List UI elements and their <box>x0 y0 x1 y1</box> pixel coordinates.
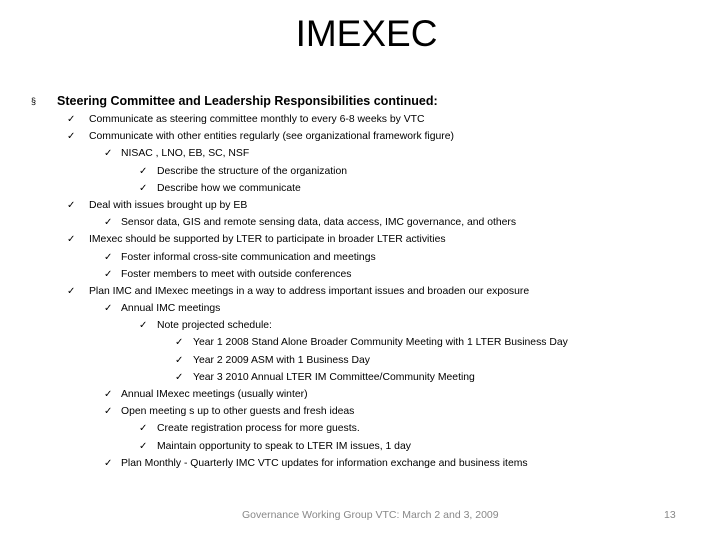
list-item-text: Annual IMC meetings <box>121 303 221 315</box>
list-item <box>0 369 720 386</box>
check-icon: ✓ <box>175 337 184 349</box>
section-bullet: § <box>31 96 37 106</box>
check-icon: ✓ <box>104 389 113 400</box>
check-icon: ✓ <box>67 234 76 246</box>
list-item <box>0 334 720 351</box>
check-icon: ✓ <box>104 303 113 315</box>
list-item-text: Deal with issues brought up by EB <box>89 199 248 211</box>
check-icon: ✓ <box>104 457 113 469</box>
check-icon: ✓ <box>139 182 148 194</box>
list-item <box>0 403 720 420</box>
list-item <box>0 438 720 455</box>
list-item <box>0 300 720 317</box>
list-item-text: Foster members to meet with outside conferences <box>121 268 352 280</box>
list-item-text: Annual IMexec meetings (usually winter) <box>121 389 308 400</box>
list-item-text: Note projected schedule: <box>157 320 272 332</box>
slide-title: IMEXEC <box>295 13 438 54</box>
list-item <box>0 249 720 266</box>
list-item <box>0 420 720 437</box>
check-icon: ✓ <box>104 406 113 418</box>
list-item <box>0 317 720 334</box>
list-item <box>0 386 720 403</box>
list-item <box>0 214 720 231</box>
list-item-text: Year 1 2008 Stand Alone Broader Community Meeting with 1 LTER Business Day <box>193 337 568 349</box>
list-item <box>0 231 720 248</box>
check-icon: ✓ <box>67 114 76 125</box>
list-item <box>0 180 720 197</box>
check-icon: ✓ <box>175 371 184 383</box>
list-item-text: IMexec should be supported by LTER to participate in broader LTER activities <box>89 234 446 246</box>
list-item-text: Year 3 2010 Annual LTER IM Committee/Community Meeting <box>193 371 475 383</box>
check-icon: ✓ <box>67 199 76 211</box>
check-icon: ✓ <box>104 217 113 229</box>
section-heading: Steering Committee and Leadership Responsibilities continued: <box>57 94 438 108</box>
list-item-text: NISAC , LNO, EB, SC, NSF <box>121 148 250 160</box>
list-item <box>0 163 720 180</box>
list-item <box>0 197 720 214</box>
slide-footer: Governance Working Group VTC: March 2 and 3, 2009 <box>242 509 499 521</box>
list-item-text: Describe how we communicate <box>157 182 301 194</box>
list-item <box>0 455 720 472</box>
list-item-text: Foster informal cross-site communication and meetings <box>121 251 376 263</box>
list-item-text: Communicate as steering committee monthly to every 6-8 weeks by VTC <box>89 114 425 125</box>
check-icon: ✓ <box>67 131 76 143</box>
list-item <box>0 128 720 145</box>
check-icon: ✓ <box>175 354 184 366</box>
list-item-text: Describe the structure of the organization <box>157 165 348 177</box>
check-icon: ✓ <box>139 423 148 435</box>
list-item <box>0 283 720 300</box>
list-item-text: Plan Monthly - Quarterly IMC VTC updates for information exchange and business items <box>121 457 528 469</box>
list-item-text: Sensor data, GIS and remote sensing data, data access, IMC governance, and others <box>121 217 517 229</box>
list-item <box>0 352 720 369</box>
list-item <box>0 266 720 283</box>
check-icon: ✓ <box>139 320 148 332</box>
list-item-text: Communicate with other entities regularly (see organizational framework figure) <box>89 131 454 143</box>
list-item <box>0 111 720 128</box>
check-icon: ✓ <box>67 285 76 297</box>
check-icon: ✓ <box>104 251 113 263</box>
list-item-text: Plan IMC and IMexec meetings in a way to address important issues and broaden our exposure <box>89 285 530 297</box>
page-number: 13 <box>664 509 676 521</box>
list-item-text: Year 2 2009 ASM with 1 Business Day <box>193 354 370 366</box>
bullet-list <box>0 111 720 472</box>
check-icon: ✓ <box>139 165 148 177</box>
check-icon: ✓ <box>104 148 113 160</box>
check-icon: ✓ <box>104 268 113 280</box>
list-item-text: Open meeting s up to other guests and fresh ideas <box>121 406 355 418</box>
list-item <box>0 145 720 162</box>
list-item-text: Create registration process for more guests. <box>157 423 360 435</box>
check-icon: ✓ <box>139 440 148 452</box>
list-item-text: Maintain opportunity to speak to LTER IM issues, 1 day <box>157 440 411 452</box>
